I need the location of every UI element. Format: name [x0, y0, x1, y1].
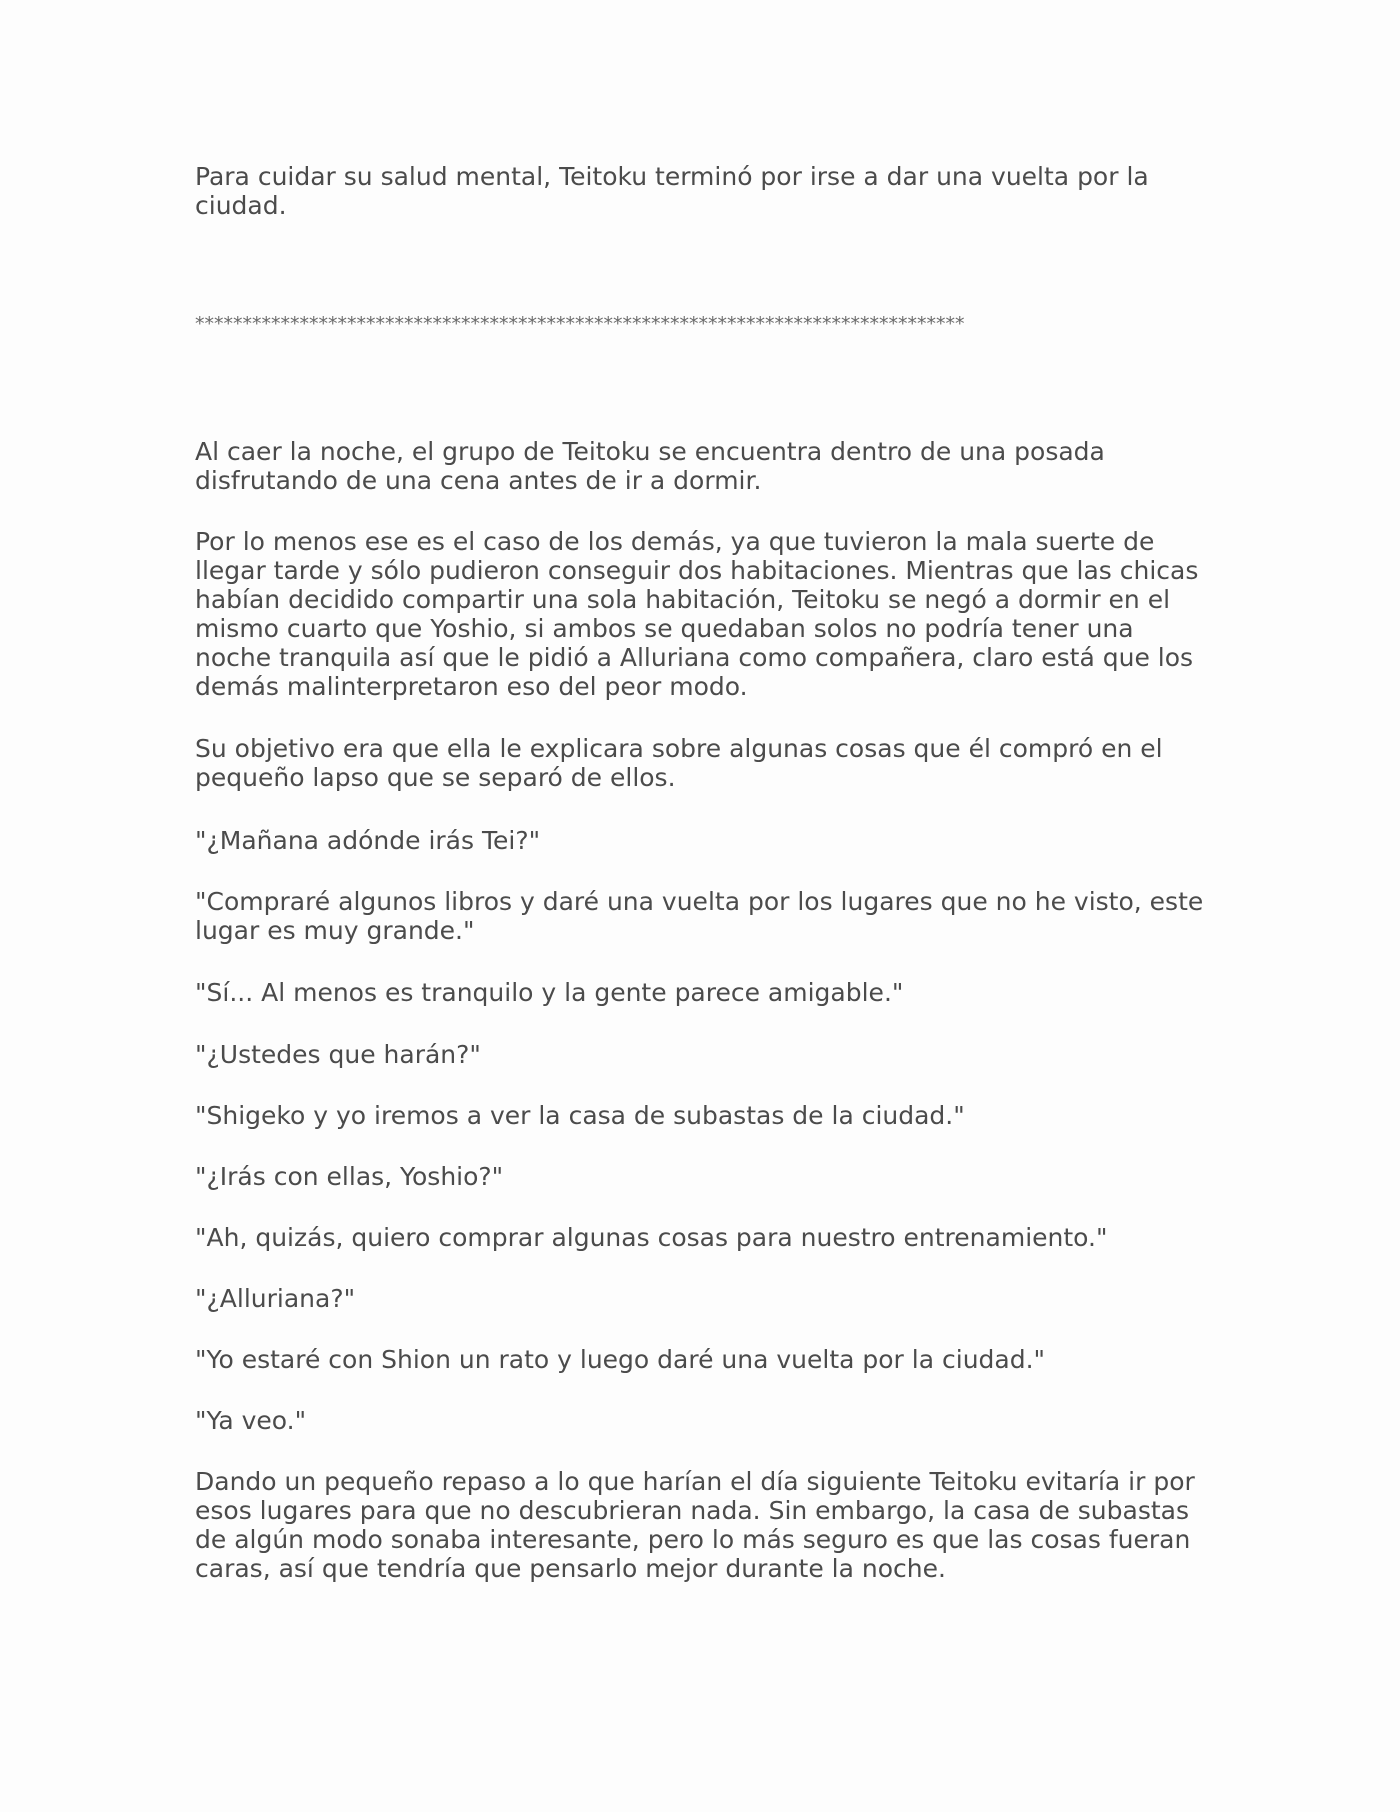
- paragraph: Dando un pequeño repaso a lo que harían el día siguiente Teitoku evitaría ir por esos lugares para que no descubrieran nada. Sin embargo, la casa de subastas de algún modo sonaba interesante, pero lo más seguro es que las cosas fueran caras, así que tendría que pensarlo mejor durante la noche.: [195, 1467, 1195, 1583]
- dialogue-line: "Ah, quizás, quiero comprar algunas cosas para nuestro entrenamiento.": [195, 1223, 1108, 1252]
- dialogue-line: "Yo estaré con Shion un rato y luego daré una vuelta por la ciudad.": [195, 1345, 1046, 1374]
- dialogue-line: "Ya veo.": [195, 1406, 307, 1435]
- dialogue-line: "¿Irás con ellas, Yoshio?": [195, 1162, 504, 1191]
- dialogue-line: "¿Ustedes que harán?": [195, 1040, 481, 1069]
- paragraph: Al caer la noche, el grupo de Teitoku se encuentra dentro de una posada disfrutando de una cena antes de ir a dormir.: [195, 437, 1105, 495]
- paragraph: Por lo menos ese es el caso de los demás, ya que tuvieron la mala suerte de llegar tarde y sólo pudieron conseguir dos habitaciones. Mientras que las chicas habían decidido compartir una sola habitación, Teitoku se negó a dormir en el mismo cuarto que Yoshio, si ambos se quedaban solos no podría tener una noche tranquila así que le pidió a Alluriana como compañera, claro está que los demás malinterpretaron eso del peor modo.: [195, 527, 1199, 701]
- dialogue-line: "¿Alluriana?": [195, 1284, 356, 1313]
- section-separator: *********************************************************************************: [195, 313, 965, 335]
- dialogue-line: "Sí... Al menos es tranquilo y la gente parece amigable.": [195, 978, 904, 1007]
- dialogue-line: "Shigeko y yo iremos a ver la casa de subastas de la ciudad.": [195, 1101, 965, 1130]
- dialogue-line: "¿Mañana adónde irás Tei?": [195, 826, 541, 855]
- paragraph: Su objetivo era que ella le explicara sobre algunas cosas que él compró en el pequeño lapso que se separó de ellos.: [195, 734, 1163, 792]
- paragraph: Para cuidar su salud mental, Teitoku terminó por irse a dar una vuelta por la ciudad.: [195, 162, 1149, 220]
- dialogue-line: "Compraré algunos libros y daré una vuelta por los lugares que no he visto, este lugar es muy grande.": [195, 887, 1204, 945]
